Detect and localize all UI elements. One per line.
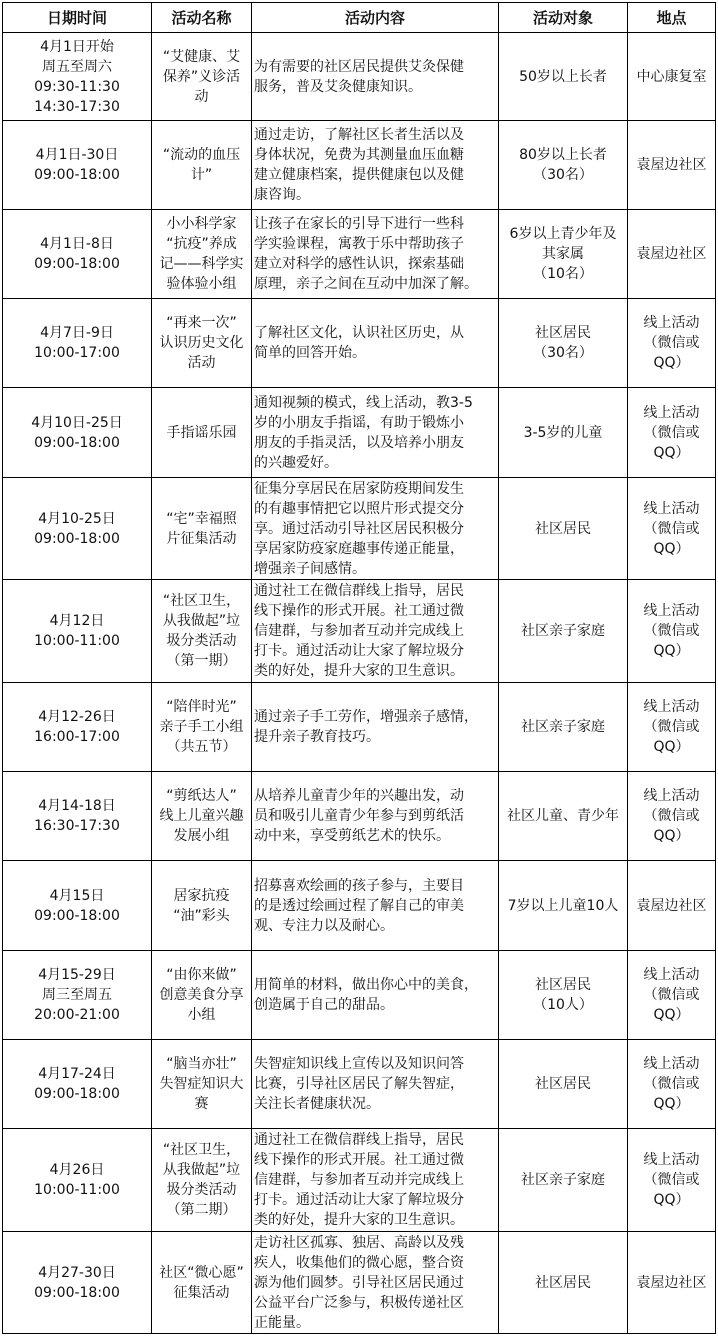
cell-line: 4月26日 — [49, 1162, 105, 1178]
cell-line: “油”彩头 — [173, 907, 230, 924]
cell-line: 员和吸引儿童青少年参与到剪纸活 — [254, 808, 464, 824]
cell-line: 打卡。通过活动让大家了解垃圾分 — [254, 1192, 464, 1208]
cell-activity-name — [152, 299, 252, 388]
cell-line: 验体验小组 — [166, 276, 237, 292]
cell-line: “脑当亦壮” — [166, 1056, 237, 1072]
cell-line: 原理，亲子之间在互动中加深了解。 — [254, 276, 478, 292]
cell-activity-target — [499, 388, 628, 478]
cell-line: 关注长者健康状况。 — [254, 1096, 380, 1112]
cell-line: （共五节） — [166, 739, 237, 755]
cell-line: （微信或 — [643, 424, 700, 441]
cell-line: 观、专注力以及耐心。 — [254, 917, 394, 934]
cell-line: 16:00-17:00 — [34, 729, 120, 745]
cell-line: 享。通过活动引导社区居民积极分 — [254, 520, 464, 537]
cell-date — [3, 121, 152, 210]
cell-line: 线上活动 — [643, 315, 700, 331]
cell-line: “宅”幸福照 — [166, 510, 237, 527]
cell-line: 通过社工在微信群线上指导，居民 — [254, 583, 464, 599]
cell-line: 社区“微心愿” — [159, 1264, 244, 1281]
header-content: 活动内容 — [252, 3, 499, 33]
cell-line: 类的好处，提升大家的卫生意识。 — [254, 1212, 464, 1228]
cell-activity-target — [499, 580, 628, 683]
cell-place — [628, 1232, 716, 1334]
cell-line: 创造属于自己的甜品。 — [254, 997, 394, 1013]
cell-activity-content — [252, 478, 499, 580]
table-row — [3, 33, 716, 121]
cell-line: 康咨询。 — [254, 187, 310, 203]
cell-line: 享居家防疫家庭趣事传递正能量， — [254, 540, 464, 557]
cell-line: 疾人，收集他们的微心愿，整合资 — [254, 1254, 464, 1271]
cell-line: 3-5岁的儿童 — [523, 424, 603, 441]
table-row — [3, 951, 716, 1040]
cell-date — [3, 1232, 152, 1334]
cell-date — [3, 951, 152, 1040]
cell-line: QQ） — [653, 540, 690, 557]
cell-line: 线上活动 — [643, 788, 700, 804]
activity-table — [2, 2, 716, 1334]
cell-activity-target — [499, 1232, 628, 1334]
cell-activity-target — [499, 1040, 628, 1129]
cell-activity-content — [252, 33, 499, 121]
cell-line: （微信或 — [643, 520, 700, 537]
cell-activity-content — [252, 580, 499, 683]
cell-line: （微信或 — [643, 987, 700, 1003]
cell-place — [628, 33, 716, 121]
cell-line: 09:30-11:30 — [34, 78, 120, 95]
cell-line: （微信或 — [643, 623, 700, 639]
cell-line: 周三至周五 — [42, 987, 112, 1003]
cell-line: QQ） — [653, 355, 690, 371]
cell-date — [3, 388, 152, 478]
cell-line: 7岁以上儿童10人 — [507, 897, 619, 914]
cell-line: 中心康复室 — [636, 68, 707, 85]
cell-line: （微信或 — [643, 808, 700, 824]
cell-line: 建立健康档案，提供健康包以及健 — [254, 167, 464, 183]
cell-line: 袁屋边社区 — [636, 1274, 707, 1291]
cell-line: 4月15日 — [49, 887, 105, 904]
cell-line: 的有趣事情把它以照片形式提交分 — [254, 500, 464, 517]
cell-place — [628, 478, 716, 580]
cell-line: 社区亲子家庭 — [521, 623, 605, 639]
cell-place — [628, 121, 716, 210]
cell-activity-content — [252, 772, 499, 861]
cell-activity-target — [499, 299, 628, 388]
table-header-row — [3, 3, 716, 33]
cell-line: 从我做起”垃 — [162, 613, 241, 629]
cell-activity-content — [252, 121, 499, 210]
cell-activity-name — [152, 1232, 252, 1334]
table-row — [3, 1129, 716, 1232]
cell-date — [3, 33, 152, 121]
cell-line: 4月17-24日 — [38, 1066, 116, 1082]
cell-line: 身体状况，免费为其测量血压血糖 — [254, 147, 464, 163]
cell-line: （微信或 — [643, 335, 700, 351]
table-row — [3, 683, 716, 772]
cell-line: 动中来，享受剪纸艺术的快乐。 — [254, 828, 450, 844]
cell-activity-content — [252, 951, 499, 1040]
cell-activity-content — [252, 683, 499, 772]
cell-line: 信建群，与参加者互动并完成线上 — [254, 623, 464, 639]
cell-line: 增强亲子间感情。 — [254, 560, 366, 577]
cell-line: 线上活动 — [643, 699, 700, 715]
cell-line: 岁的小朋友手指谣，有助于锻炼小 — [254, 414, 464, 431]
cell-activity-name — [152, 683, 252, 772]
table-row — [3, 121, 716, 210]
cell-line: QQ） — [653, 643, 690, 659]
cell-activity-name — [152, 33, 252, 121]
cell-line: 居家抗疫 — [173, 887, 230, 904]
cell-line: 社区亲子家庭 — [521, 719, 605, 735]
cell-activity-target — [499, 951, 628, 1040]
cell-line: 为有需要的社区居民提供艾灸保健 — [254, 58, 464, 75]
cell-line: 袁屋边社区 — [636, 246, 707, 262]
cell-activity-target — [499, 772, 628, 861]
cell-line: 源为他们圆梦。引导社区居民通过 — [254, 1274, 464, 1291]
cell-line: 09:00-18:00 — [34, 1086, 120, 1102]
cell-line: 从培养儿童青少年的兴趣出发，动 — [254, 788, 464, 804]
cell-place — [628, 210, 716, 299]
cell-line: （第一期） — [166, 653, 237, 669]
cell-place — [628, 683, 716, 772]
cell-line: 的是透过绘画过程了解自己的审美 — [254, 897, 464, 914]
cell-place — [628, 951, 716, 1040]
cell-line: 从我做起”垃 — [162, 1162, 241, 1178]
cell-line: 6岁以上青少年及 — [509, 226, 617, 242]
cell-line: 线上活动 — [643, 404, 700, 421]
cell-line: 通过社工在微信群线上指导，居民 — [254, 1132, 464, 1148]
cell-line: 袁屋边社区 — [636, 897, 707, 914]
cell-line: 线下操作的形式开展。社工通过微 — [254, 603, 464, 619]
cell-line: 50岁以上长者 — [519, 68, 607, 85]
cell-activity-name — [152, 210, 252, 299]
cell-line: 片征集活动 — [166, 530, 237, 547]
cell-line: 10:00-11:00 — [34, 633, 120, 649]
cell-activity-name — [152, 861, 252, 951]
cell-line: 圾分类活动 — [166, 633, 237, 649]
cell-line: 社区居民 — [535, 520, 591, 537]
cell-activity-content — [252, 210, 499, 299]
cell-line: 打卡。通过活动让大家了解垃圾分 — [254, 643, 464, 659]
cell-line: 4月1日-30日 — [35, 147, 119, 163]
cell-line: QQ） — [653, 1007, 690, 1023]
cell-activity-target — [499, 478, 628, 580]
table-row — [3, 299, 716, 388]
cell-line: 小组 — [187, 1007, 216, 1023]
cell-line: QQ） — [653, 828, 690, 844]
cell-activity-name — [152, 1129, 252, 1232]
cell-line: 16:30-17:30 — [34, 818, 120, 834]
cell-activity-target — [499, 1129, 628, 1232]
cell-line: 4月15-29日 — [38, 967, 116, 983]
cell-line: 手指谣乐园 — [166, 424, 237, 441]
cell-activity-name — [152, 121, 252, 210]
cell-line: 亲子手工小组 — [159, 719, 244, 735]
cell-line: “由你来做” — [166, 967, 237, 983]
cell-line: 社区居民 — [535, 1076, 591, 1092]
cell-line: 线上儿童兴趣 — [159, 808, 244, 824]
cell-line: 10:00-11:00 — [34, 1182, 120, 1198]
cell-activity-target — [499, 210, 628, 299]
cell-line: 袁屋边社区 — [636, 157, 707, 173]
cell-line: （微信或 — [643, 1076, 700, 1092]
cell-line: 4月12-26日 — [38, 709, 116, 725]
header-name: 活动名称 — [152, 3, 252, 33]
cell-place — [628, 861, 716, 951]
cell-place — [628, 772, 716, 861]
cell-place — [628, 388, 716, 478]
cell-line: QQ） — [653, 444, 690, 461]
cell-line: 认识历史文化 — [159, 335, 244, 351]
cell-line: “再来一次” — [166, 315, 237, 331]
cell-place — [628, 1040, 716, 1129]
cell-line: 社区亲子家庭 — [521, 1172, 605, 1188]
cell-line: “社区卫生， — [162, 593, 241, 609]
cell-date — [3, 683, 152, 772]
cell-line: 走访社区孤寡、独居、高龄以及残 — [254, 1234, 464, 1251]
table-row — [3, 388, 716, 478]
cell-line: 4月12日 — [49, 613, 105, 629]
cell-line: QQ） — [653, 1096, 690, 1112]
cell-line: 社区儿童、青少年 — [507, 808, 619, 824]
cell-line: 比赛，引导社区居民了解失智症， — [254, 1076, 464, 1092]
cell-line: “剪纸达人” — [166, 788, 237, 804]
cell-date — [3, 210, 152, 299]
cell-place — [628, 299, 716, 388]
cell-activity-target — [499, 33, 628, 121]
cell-activity-content — [252, 861, 499, 951]
cell-date — [3, 861, 152, 951]
cell-line: 通知视频的模式，线上活动，教3-5 — [254, 394, 473, 411]
cell-line: （30名） — [533, 167, 593, 183]
table-row — [3, 772, 716, 861]
table-row — [3, 210, 716, 299]
cell-line: 09:00-18:00 — [34, 256, 120, 272]
cell-date — [3, 1040, 152, 1129]
cell-date — [3, 1129, 152, 1232]
cell-line: 招募喜欢绘画的孩子参与，主要目 — [254, 877, 464, 894]
cell-activity-name — [152, 580, 252, 683]
cell-line: 09:00-18:00 — [34, 1284, 120, 1301]
cell-place — [628, 580, 716, 683]
table-row — [3, 1232, 716, 1334]
cell-line: 线上活动 — [643, 967, 700, 983]
cell-line: 80岁以上长者 — [519, 147, 607, 163]
header-target: 活动对象 — [499, 3, 628, 33]
cell-line: 的兴趣爱好。 — [254, 454, 338, 471]
cell-line: 提升亲子教育技巧。 — [254, 729, 380, 745]
cell-line: 09:00-18:00 — [34, 167, 120, 183]
cell-line: 征集活动 — [173, 1284, 230, 1301]
cell-line: 4月27-30日 — [38, 1264, 116, 1281]
cell-line: （10名） — [533, 266, 593, 282]
cell-activity-name — [152, 772, 252, 861]
cell-line: 4月10日-25日 — [31, 414, 123, 431]
cell-line: （微信或 — [643, 719, 700, 735]
cell-line: 圾分类活动 — [166, 1182, 237, 1198]
cell-activity-name — [152, 951, 252, 1040]
table-row — [3, 580, 716, 683]
cell-line: 09:00-18:00 — [34, 530, 120, 547]
cell-line: 通过走访，了解社区长者生活以及 — [254, 127, 464, 143]
cell-line: “社区卫生， — [162, 1142, 241, 1158]
table-row — [3, 1040, 716, 1129]
table-body — [3, 33, 716, 1334]
cell-date — [3, 580, 152, 683]
cell-line: 信建群，与参加者互动并完成线上 — [254, 1172, 464, 1188]
cell-activity-content — [252, 299, 499, 388]
cell-line: 4月7日-9日 — [40, 325, 114, 341]
cell-line: 简单的回答开始。 — [254, 345, 366, 361]
header-place: 地点 — [628, 3, 716, 33]
table-row — [3, 861, 716, 951]
cell-line: 周五至周六 — [42, 58, 112, 75]
cell-line: 正能量。 — [254, 1314, 310, 1331]
cell-activity-content — [252, 1232, 499, 1334]
cell-line: 线上活动 — [643, 500, 700, 517]
cell-line: 09:00-18:00 — [34, 907, 120, 924]
cell-line: 14:30-17:30 — [34, 98, 120, 115]
cell-line: 朋友的手指灵活，以及培养小朋友 — [254, 434, 464, 451]
cell-date — [3, 299, 152, 388]
cell-line: “抗疫”养成 — [166, 236, 237, 252]
cell-line: 类的好处，提升大家的卫生意识。 — [254, 663, 464, 679]
cell-line: 通过亲子手工劳作，增强亲子感情， — [254, 709, 478, 725]
header-date: 日期时间 — [3, 3, 152, 33]
cell-line: 学实验课程，寓教于乐中帮助孩子 — [254, 236, 464, 252]
cell-activity-name — [152, 388, 252, 478]
cell-activity-content — [252, 1129, 499, 1232]
cell-activity-target — [499, 121, 628, 210]
cell-line: 线上活动 — [643, 1152, 700, 1168]
cell-line: （微信或 — [643, 1172, 700, 1188]
cell-line: QQ） — [653, 739, 690, 755]
cell-line: 20:00-21:00 — [34, 1007, 120, 1023]
cell-line: 10:00-17:00 — [34, 345, 120, 361]
cell-date — [3, 478, 152, 580]
cell-line: 社区居民 — [535, 977, 591, 993]
cell-date — [3, 772, 152, 861]
cell-line: 计” — [190, 167, 213, 183]
cell-line: （第二期） — [166, 1202, 237, 1218]
cell-activity-target — [499, 861, 628, 951]
cell-place — [628, 1129, 716, 1232]
cell-line: “艾健康、艾 — [162, 48, 241, 65]
cell-line: 失智症知识大 — [159, 1076, 244, 1092]
cell-line: 社区居民 — [535, 325, 591, 341]
cell-line: 09:00-18:00 — [34, 434, 120, 451]
cell-line: 失智症知识线上宣传以及知识问答 — [254, 1056, 464, 1072]
cell-line: 线下操作的形式开展。社工通过微 — [254, 1152, 464, 1168]
cell-line: （10人） — [533, 997, 593, 1013]
cell-line: 4月14-18日 — [38, 798, 116, 814]
cell-line: 创意美食分享 — [159, 987, 244, 1003]
cell-line: 发展小组 — [173, 828, 230, 844]
cell-line: 让孩子在家长的引导下进行一些科 — [254, 216, 464, 232]
cell-activity-name — [152, 478, 252, 580]
cell-activity-content — [252, 388, 499, 478]
cell-line: 4月1日开始 — [40, 38, 114, 55]
cell-line: （30名） — [533, 345, 593, 361]
cell-line: 线上活动 — [643, 1056, 700, 1072]
cell-line: “陪伴时光” — [166, 699, 237, 715]
cell-activity-target — [499, 683, 628, 772]
cell-activity-content — [252, 1040, 499, 1129]
table-row — [3, 478, 716, 580]
cell-line: 活动 — [187, 355, 216, 371]
cell-line: 4月1日-8日 — [40, 236, 114, 252]
cell-line: QQ） — [653, 1192, 690, 1208]
cell-line: 公益平台广泛参与，积极传递社区 — [254, 1294, 464, 1311]
cell-line: “流动的血压 — [162, 147, 241, 163]
cell-line: 4月10-25日 — [38, 510, 116, 527]
cell-line: 小小科学家 — [166, 216, 237, 232]
cell-line: 记——科学实 — [159, 256, 244, 272]
cell-line: 社区居民 — [535, 1274, 591, 1291]
cell-line: 其家属 — [542, 246, 584, 262]
cell-line: 用简单的材料，做出你心中的美食， — [254, 977, 478, 993]
cell-line: 征集分享居民在居家防疫期间发生 — [254, 480, 464, 497]
cell-line: 了解社区文化，认识社区历史，从 — [254, 325, 464, 341]
cell-activity-name — [152, 1040, 252, 1129]
cell-line: 保养”义诊活 — [162, 68, 241, 85]
cell-line: 赛 — [194, 1096, 209, 1112]
cell-line: 服务，普及艾灸健康知识。 — [254, 78, 422, 95]
cell-line: 线上活动 — [643, 603, 700, 619]
cell-line: 动 — [194, 88, 209, 105]
cell-line: 建立对科学的感性认识，探索基础 — [254, 256, 464, 272]
